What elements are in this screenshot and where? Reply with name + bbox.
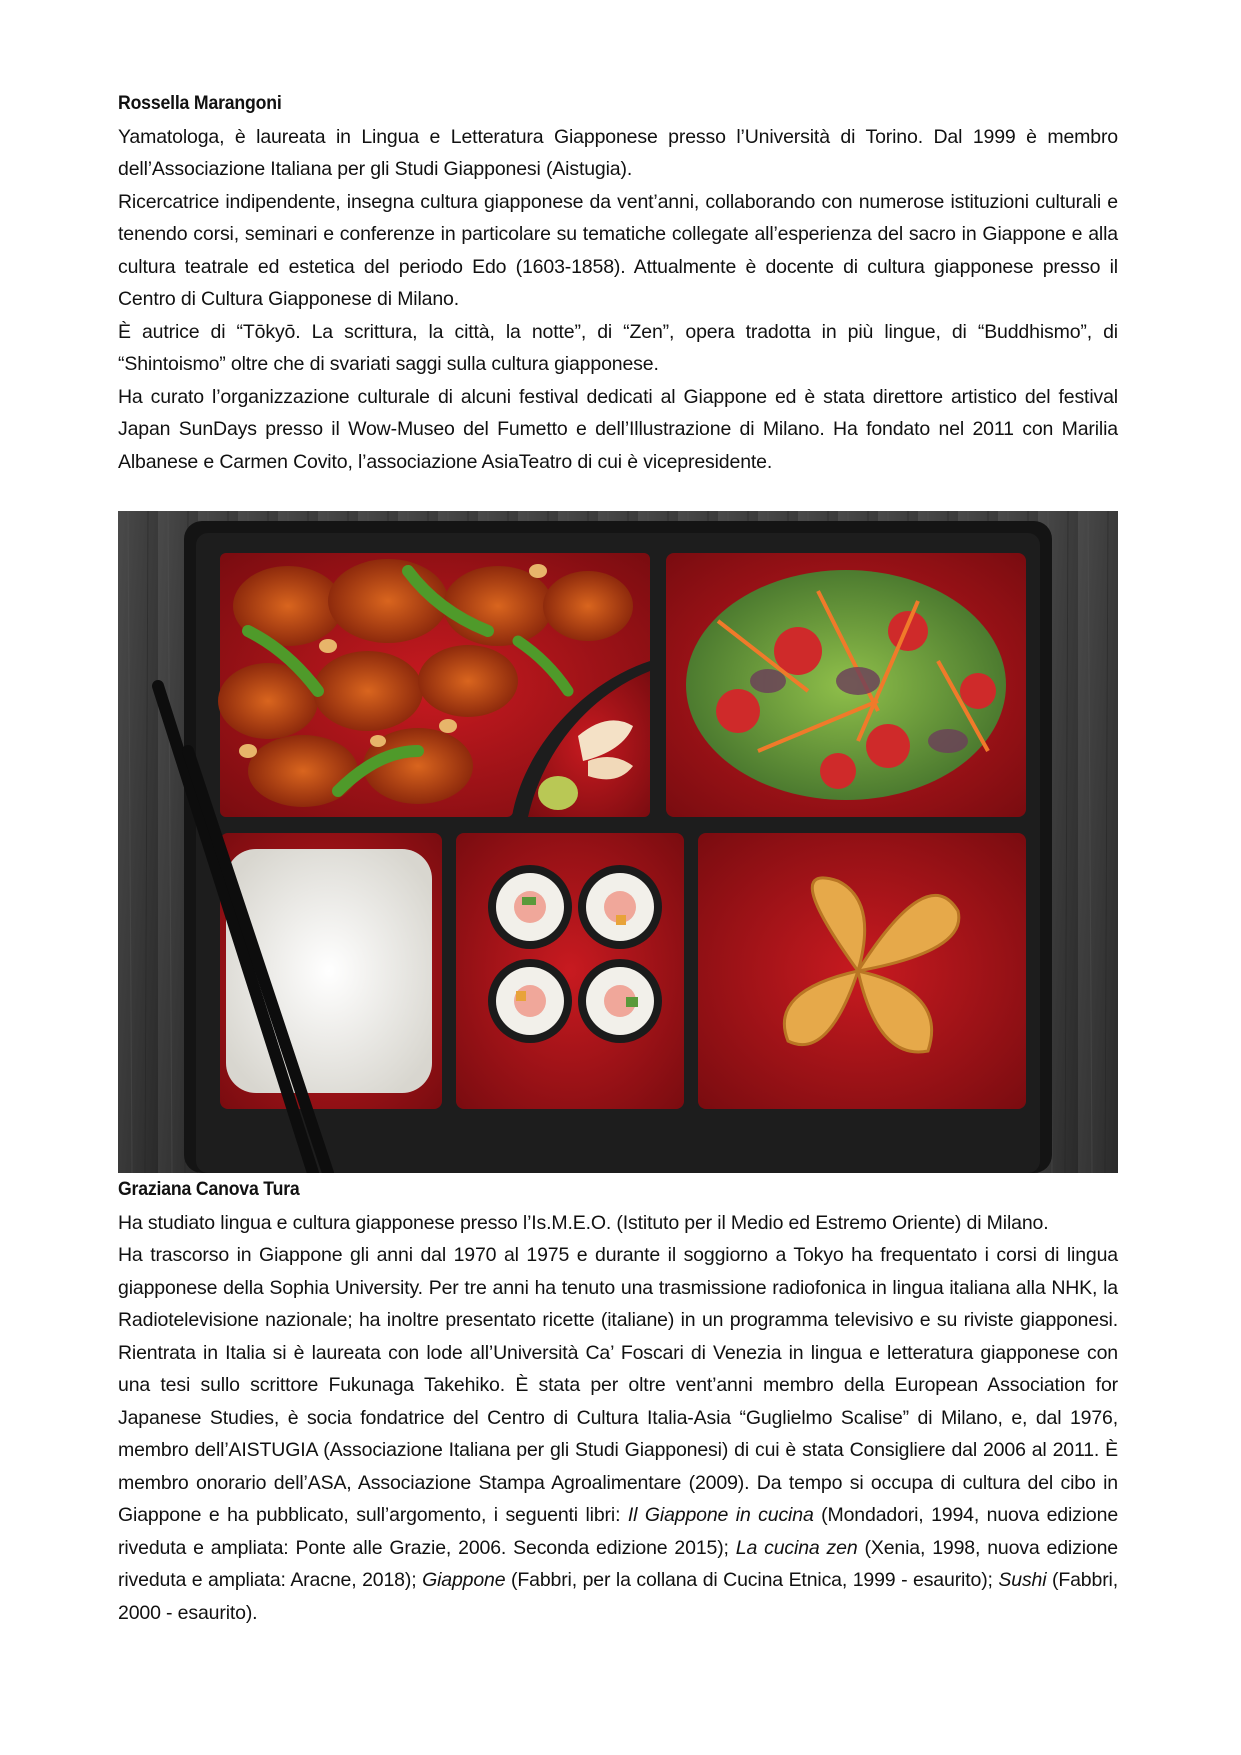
bio-paragraph: Yamatologa, è laureata in Lingua e Letteratura Giapponese presso l’Università di Torino. Dal 1999 è membro dell’Associazione Italiana per gli Studi Giapponesi (Aistugia). <box>118 125 1118 180</box>
bio-paragraph: Ha curato l’organizzazione culturale di alcuni festival dedicati al Giappone ed è stata direttore artistico del festival Japan SunDays presso il Wow-Museo del Fumetto e dell’Illustrazione di Milano. Ha fondato nel 2011 con Marilia Albanese e Carmen Covito, l’associazione AsiaTeatro di cui è vicepresidente. <box>118 385 1118 473</box>
bio-text: (Mondadori, 1994, nuova edizione riveduta e ampliata: Ponte alle Grazie, 2006. Seconda edizione 2015); <box>118 1504 1119 1559</box>
author-name: Rossella Marangoni <box>118 93 282 114</box>
bio-text: (Fabbri, per la collana di Cucina Etnica, 1999 - esaurito); <box>505 1569 999 1591</box>
book-title: La cucina zen <box>735 1536 858 1559</box>
bio-paragraph <box>118 1239 1118 1629</box>
bio-paragraph: Ha studiato lingua e cultura giapponese presso l’Is.M.E.O. (Istituto per il Medio ed Estremo Oriente) di Milano. <box>118 1211 1049 1234</box>
bio-paragraph: Ricercatrice indipendente, insegna cultura giapponese da vent’anni, collaborando con numerose istituzioni culturali e tenendo corsi, seminari e conferenze in particolare su tematiche collegate all’esperienza del sacro in Giappone e alla cultura teatrale ed estetica del periodo Edo (1603-1858). Attualmente è docente di cultura giapponese presso il Centro di Cultura Giapponese di Milano. <box>118 190 1118 310</box>
bio-rossella-marangoni <box>118 88 1118 478</box>
bio-paragraph: È autrice di “Tōkyō. La scrittura, la città, la notte”, di “Zen”, opera tradotta in più lingue, di “Buddhismo”, di “Shintoismo” oltre che di svariati saggi sulla cultura giapponese. <box>118 320 1118 375</box>
bio-text: (Fabbri, 2000 - esaurito). <box>118 1569 1118 1624</box>
author-name: Graziana Canova Tura <box>118 1179 300 1200</box>
bio-graziana-canova-tura <box>118 1174 1118 1629</box>
bento-box-photo <box>118 511 1118 1173</box>
bio-text: Ha trascorso in Giappone gli anni dal 1970 al 1975 e durante il soggiorno a Tokyo ha frequentato i corsi di lingua giapponese della Sophia University. Per tre anni ha tenuto una trasmissione radiofonica in lingua italiana alla NHK, la Radiotelevisione nazionale; ha inoltre presentato ricette (italiane) in un programma televisivo e su riviste giapponesi. Rientrata in Italia si è laureata con lode all’Università Ca’ Foscari di Venezia in lingua e letteratura giapponese con una tesi sullo scrittore Fukunaga Takehiko. È stata per oltre vent’anni membro della European Association for Japanese Studies, è socia fondatrice del Centro di Cultura Italia-Asia “Guglielmo Scalise” di Milano, e, dal 1976, membro dell’AISTUGIA (Associazione Italiana per gli Studi Giapponesi) di cui è stata Consigliere dal 2006 al 2011. È membro onorario dell’ASA, Associazione Stampa Agroalimentare (2009). Da tempo si occupa di cultura del cibo in Giappone e ha pubblicato, sull’argomento, i seguenti libri: <box>118 1244 1118 1526</box>
bio-text: (Xenia, 1998, nuova edizione riveduta e ampliata: Aracne, 2018); <box>118 1536 1118 1591</box>
book-title: Sushi <box>998 1569 1047 1591</box>
book-title: Il Giappone in cucina <box>627 1504 814 1526</box>
book-title: Giappone <box>422 1569 506 1591</box>
